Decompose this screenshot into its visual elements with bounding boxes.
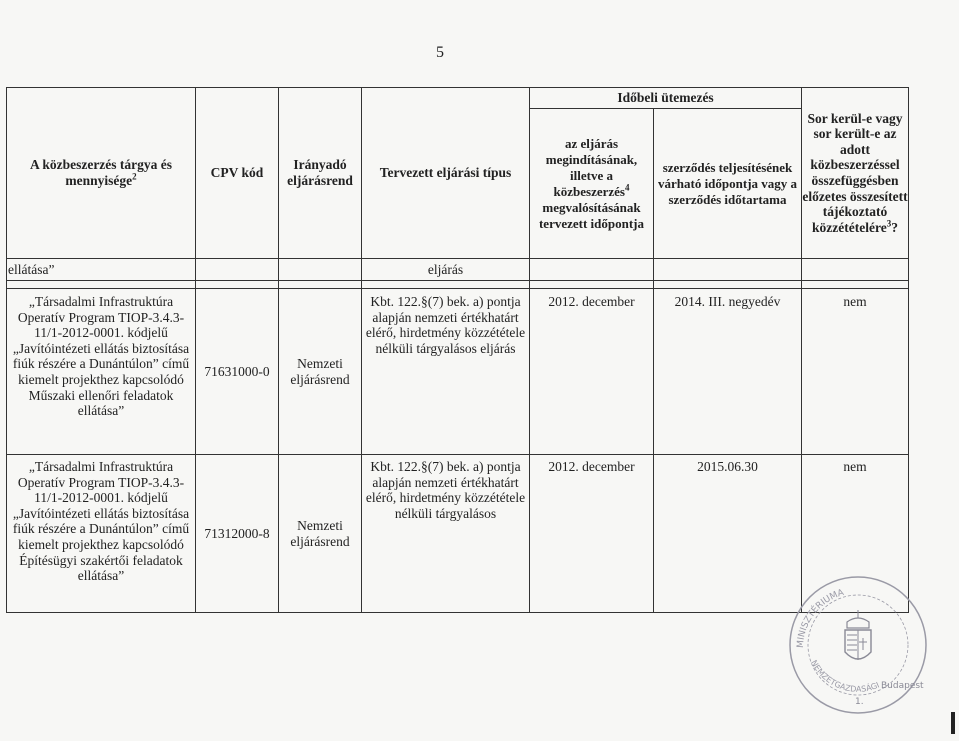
row2-completion: 2015.06.30 [654,455,802,613]
continuation-procedure-type: eljárás [362,259,530,281]
header-prior-info-q: ? [891,219,898,235]
header-planned-procedure: Tervezett eljárási típus [362,88,530,259]
stamp-bottom-text: Budapest [881,681,924,691]
continuation-subject: ellátása” [7,259,196,281]
row2-prior-info: nem [802,455,909,613]
stamp-top-text: MINISZTÉRIUMA [795,588,846,649]
continuation-row [7,259,909,281]
row2-procedure-type: Kbt. 122.§(7) bek. a) pontja alapján nemzeti értékhatárt elérő, hirdetmény közzététele nélküli tárgyalásos [362,455,530,613]
row1-cpv: 71631000-0 [196,289,279,455]
row1-subject: „Társadalmi Infrastruktúra Operatív Program TIOP-3.4.3-11/1-2012-0001. kódjelű „Javítóintézeti ellátás biztosítása fiúk részére a Dunántúlon” című kiemelt projekthez kapcsolódó Műszaki ellenőri feladatok ellátása” [7,289,196,455]
continuation-governing [279,259,362,281]
row2-subject: „Társadalmi Infrastruktúra Operatív Program TIOP-3.4.3-11/1-2012-0001. kódjelű „Javítóintézeti ellátás biztosítása fiúk részére a Dunántúlon” című kiemelt projekthez kapcsolódó Építésügyi szakértői feladatok ellátása” [7,455,196,613]
header-prior-info [802,88,909,259]
row2-start: 2012. december [530,455,654,613]
header-governing-procedure: Irányadó eljárásrend [279,88,362,259]
row1-prior-info: nem [802,289,909,455]
continuation-completion [654,259,802,281]
stamp-left-text: NEMZETGAZDASÁGI [809,658,881,694]
page-edge-mark [951,712,955,734]
header-subject-text: A közbeszerzés tárgya és mennyisége [29,157,173,188]
header-cpv: CPV kód [196,88,279,259]
continuation-cpv [196,259,279,281]
row1-governing: Nemzeti eljárásrend [279,289,362,455]
header-schedule: Időbeli ütemezés [530,88,802,109]
header-prior-info-text: Sor kerül-e vagy sor került-e az adott közbeszerzéssel összefüggésben előzetes összesített tájékoztató közzétételére [802,110,908,235]
row2-cpv: 71312000-8 [196,455,279,613]
continuation-start [530,259,654,281]
header-completion: szerződés teljesítésének várható időpontja vagy a szerződés időtartama [654,109,802,259]
row1-procedure-type: Kbt. 122.§(7) bek. a) pontja alapján nemzeti értékhatárt elérő, hirdetmény közzététele nélküli tárgyalásos eljárás [362,289,530,455]
header-row-top [7,88,909,109]
stamp-number: 1. [855,697,864,707]
header-start-text: az eljárás megindításának, illetve a közbeszerzés [545,135,638,199]
row2-governing: Nemzeti eljárásrend [279,455,362,613]
footnote-4: 4 [624,182,630,193]
continuation-prior-info [802,259,909,281]
footnote-3: 3 [886,218,892,229]
ministry-stamp [783,570,933,720]
table-row [7,289,909,455]
procurement-plan-table [6,87,909,613]
header-subject [7,88,196,259]
header-start-tail: megvalósításának tervezett időpontja [538,199,645,231]
row1-start: 2012. december [530,289,654,455]
header-start [530,109,654,259]
page-number: 5 [436,44,444,61]
row1-completion: 2014. III. negyedév [654,289,802,455]
footnote-2: 2 [132,171,137,182]
spacer-row [7,281,909,289]
hungarian-coat-of-arms-icon [845,610,871,660]
table-row [7,455,909,613]
